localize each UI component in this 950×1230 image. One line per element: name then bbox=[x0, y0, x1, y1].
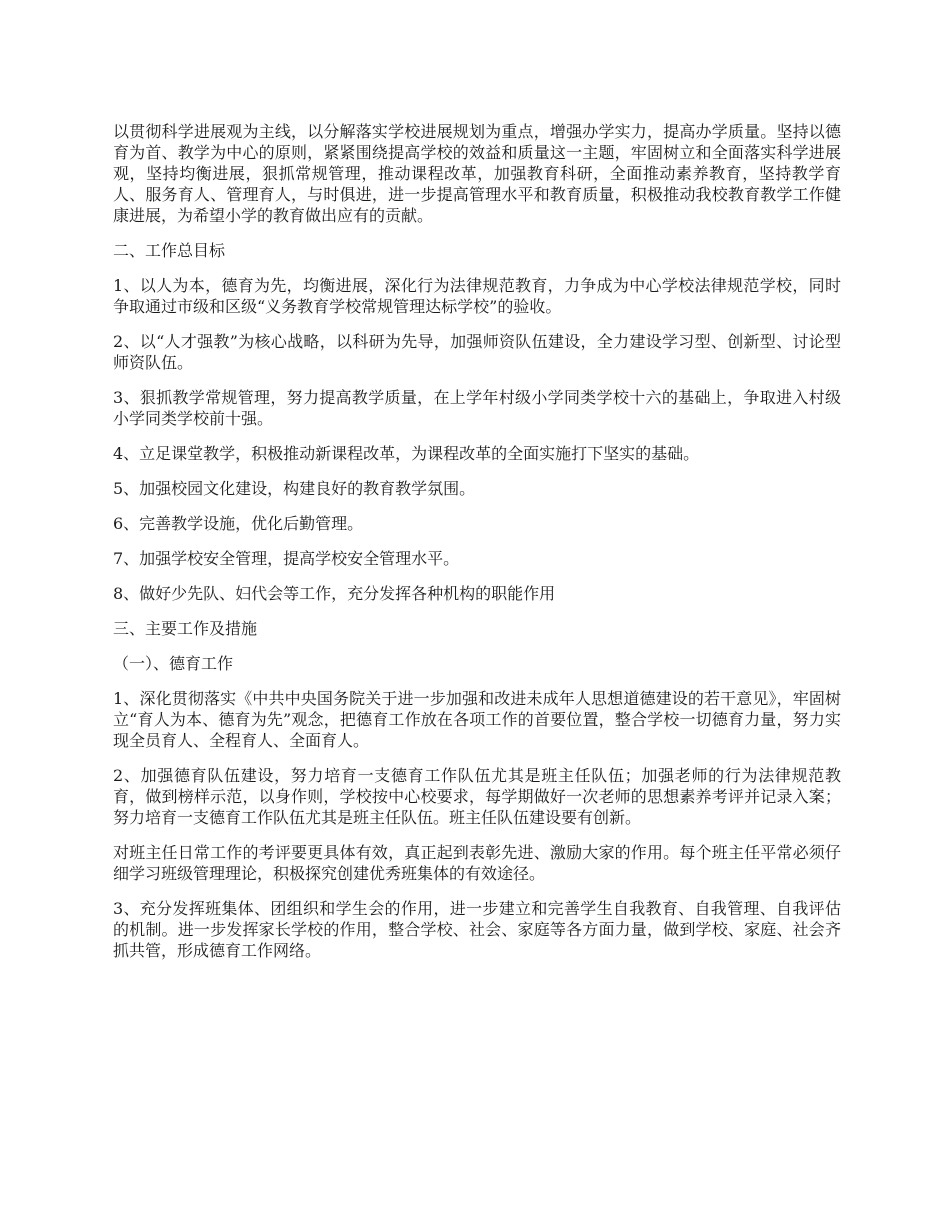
goal-item-7: 7、加强学校安全管理，提高学校安全管理水平。 bbox=[113, 549, 460, 568]
goal-item-8: 8、做好少先队、妇代会等工作，充分发挥各种机构的职能作用 bbox=[113, 584, 556, 603]
goal-item-3: 3、狠抓教学常规管理，努力提高教学质量，在上学年村级小学同类学校十六的基础上，争取进入村级小学同类学校前十强。 bbox=[113, 388, 841, 428]
moral-item-2: 2、加强德育队伍建设，努力培育一支德育工作队伍尤其是班主任队伍；加强老师的行为法律规范教育，做到榜样示范，以身作则，学校按中心校要求，每学期做好一次老师的思想素养考评并记录入案；努力培育一支德育工作队伍尤其是班主任队伍。班主任队伍建设要有创新。 bbox=[113, 766, 841, 827]
goal-item-1: 1、以人为本，德育为先，均衡进展，深化行为法律规范教育，力争成为中心学校法律规范学校，同时争取通过市级和区级“义务教育学校常规管理达标学校”的验收。 bbox=[113, 276, 841, 316]
subsection-heading-moral: （一）、德育工作 bbox=[113, 654, 234, 673]
goal-item-4: 4、立足课堂教学，积极推动新课程改革，为课程改革的全面实施打下坚实的基础。 bbox=[113, 444, 700, 463]
goal-item-5: 5、加强校园文化建设，构建良好的教育教学氛围。 bbox=[113, 479, 476, 498]
goal-item-6: 6、完善教学设施，优化后勤管理。 bbox=[113, 514, 364, 533]
section-heading-goals: 二、工作总目标 bbox=[113, 241, 226, 260]
moral-item-3: 3、充分发挥班集体、团组织和学生会的作用，进一步建立和完善学生自我教育、自我管理、自我评估的机制。进一步发挥家长学校的作用，整合学校、社会、家庭等各方面力量，做到学校、家庭、社会齐抓共管，形成德育工作网络。 bbox=[113, 899, 841, 960]
moral-item-1: 1、深化贯彻落实《中共中央国务院关于进一步加强和改进未成年人思想道德建设的若干意见》，牢固树立“育人为本、德育为先”观念，把德育工作放在各项工作的首要位置，整合学校一切德育力量，努力实现全员育人、全程育人、全面育人。 bbox=[113, 689, 841, 750]
moral-item-2-continued: 对班主任日常工作的考评要更具体有效，真正起到表彰先进、激励大家的作用。每个班主任平常必须仔细学习班级管理理论，积极探究创建优秀班集体的有效途径。 bbox=[113, 843, 841, 883]
paragraph-intro: 以贯彻科学进展观为主线，以分解落实学校进展规划为重点，增强办学实力，提高办学质量。坚持以德育为首、教学为中心的原则，紧紧围绕提高学校的效益和质量这一主题，牢固树立和全面落实科学进展观，坚持均衡进展，狠抓常规管理，推动课程改革，加强教育科研，全面推动素养教育，坚持教学育人、服务育人、管理育人，与时俱进，进一步提高管理水平和教育质量，积极推动我校教育教学工作健康进展，为希望小学的教育做出应有的贡献。 bbox=[113, 122, 841, 225]
document-body bbox=[113, 121, 841, 975]
goal-item-2: 2、以“人才强教”为核心战略，以科研为先导，加强师资队伍建设，全力建设学习型、创新型、讨论型师资队伍。 bbox=[113, 332, 841, 372]
section-heading-measures: 三、主要工作及措施 bbox=[113, 619, 258, 638]
